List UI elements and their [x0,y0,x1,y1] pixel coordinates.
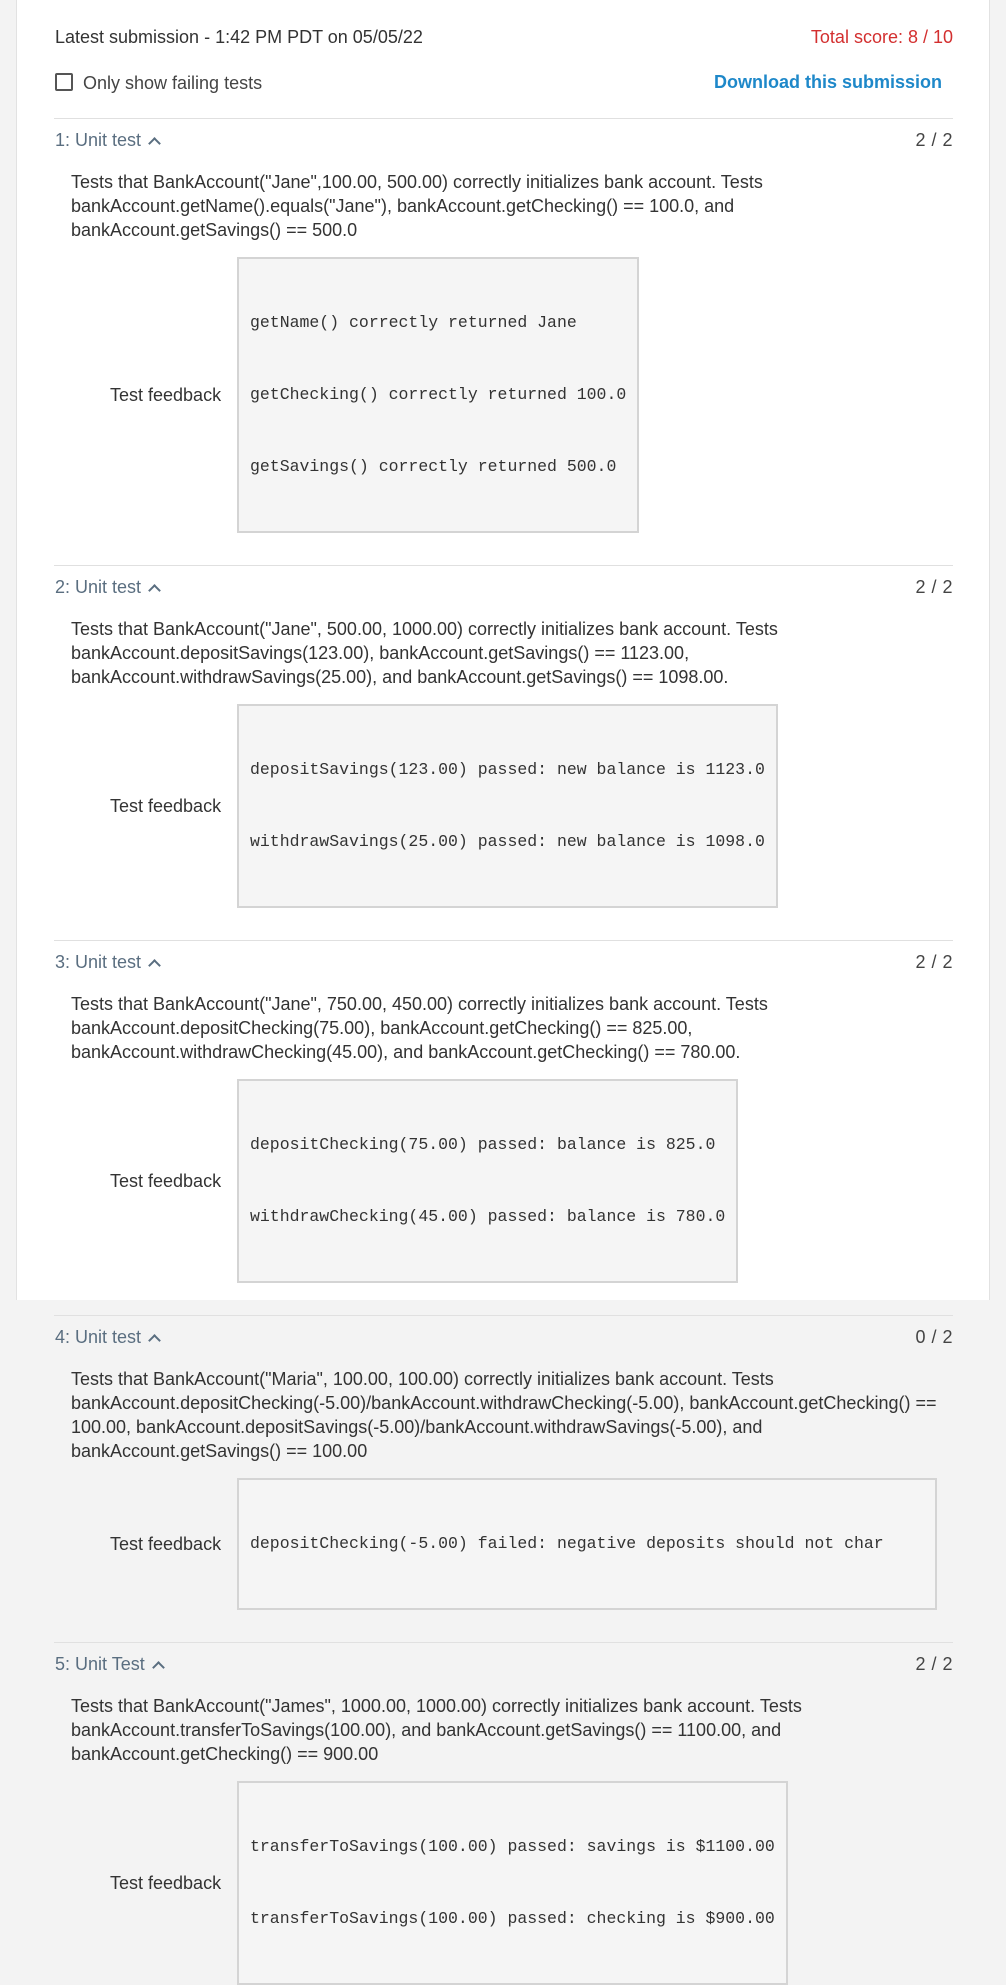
feedback-line: getChecking() correctly returned 100.0 [250,385,627,404]
test-title: 4: Unit test [55,1327,142,1347]
test-feedback-label: Test feedback [110,384,222,405]
test-header [54,119,953,163]
feedback-line: withdrawSavings(25.00) passed: new balance is 1098.0 [250,832,765,851]
test-feedback-output [237,1781,788,1985]
test-feedback-output [237,704,778,908]
test-description: Tests that BankAccount("James", 1000.00, 1000.00) correctly initializes bank account. Tests bankAccount.transferToSavings(100.00), and bankAccount.getSavings() == 1100.00, and bankAccount.getChecking() == 900.00 [71,1696,802,1764]
test-title-toggle[interactable] [55,577,159,598]
submission-card [16,0,990,1928]
test-feedback-row [54,1478,953,1610]
test-title: 3: Unit test [55,952,142,972]
test-description: Tests that BankAccount("Jane",100.00, 500.00) correctly initializes bank account. Tests bankAccount.getName().equals("Jane"), bankAccount.getChecking() == 100.0, and bankAccount.getSavings() == 500.0 [71,172,763,240]
test-feedback-output[interactable] [237,1478,937,1610]
test-feedback-output [237,257,639,533]
test-title: 1: Unit test [55,130,142,150]
test-result [54,565,953,940]
chevron-up-icon [148,584,161,597]
total-score: Total score: 8 / 10 [810,27,953,47]
test-feedback-row [54,1781,953,1985]
test-score: 2 / 2 [915,1654,953,1674]
chevron-up-icon [148,137,161,150]
feedback-line: transferToSavings(100.00) passed: checking is $900.00 [250,1909,775,1928]
feedback-line: depositSavings(123.00) passed: new balance is 1123.0 [250,760,765,779]
test-feedback-label: Test feedback [110,1533,222,1554]
test-feedback-row [54,1079,953,1283]
feedback-line: withdrawChecking(45.00) passed: balance is 780.0 [250,1207,726,1226]
filter-row [54,72,953,118]
download-submission-link[interactable]: Download this submission [713,72,942,92]
test-feedback-row [54,704,953,908]
test-title-toggle[interactable] [55,130,159,151]
test-feedback-label: Test feedback [110,1872,222,1893]
test-header [54,1643,953,1687]
feedback-line: depositChecking(-5.00) failed: negative deposits should not char [250,1534,884,1553]
test-description: Tests that BankAccount("Jane", 750.00, 450.00) correctly initializes bank account. Tests bankAccount.depositChecking(75.00), bankAccount.getChecking() == 825.00, bankAccount.withdrawChecking(45.00), and bankAccount.getChecking() == 780.00. [71,994,768,1062]
test-description: Tests that BankAccount("Jane", 500.00, 1000.00) correctly initializes bank account. Tests bankAccount.depositSavings(123.00), bankAccount.getSavings() == 1123.00, bankAccount.withdrawSavings(25.00), and bankAccount.getSavings() == 1098.00. [71,619,778,687]
test-header [54,1316,953,1360]
test-score: 2 / 2 [915,952,953,972]
test-result [54,1315,953,1642]
submission-header [54,0,953,76]
test-title-toggle[interactable] [55,1327,159,1348]
test-feedback-label: Test feedback [110,1170,222,1191]
test-feedback-output [237,1079,738,1283]
test-score: 2 / 2 [915,577,953,597]
test-score: 0 / 2 [915,1327,953,1347]
test-title-toggle[interactable] [55,952,159,973]
test-result [54,1642,953,1985]
test-title: 5: Unit Test [55,1654,145,1674]
test-feedback-label: Test feedback [110,795,222,816]
chevron-up-icon [152,1661,165,1674]
test-feedback-row [54,257,953,533]
chevron-up-icon [148,1334,161,1347]
submission-content [54,0,953,1985]
feedback-line: getName() correctly returned Jane [250,313,577,332]
test-result [54,940,953,1315]
only-failing-checkbox[interactable] [55,73,73,91]
test-header [54,566,953,610]
chevron-up-icon [148,959,161,972]
feedback-line: transferToSavings(100.00) passed: savings is $1100.00 [250,1837,775,1856]
latest-submission-text: Latest submission - 1:42 PM PDT on 05/05/22 [55,27,423,47]
test-description: Tests that BankAccount("Maria", 100.00, 100.00) correctly initializes bank account. Tests bankAccount.depositChecking(-5.00)/bankAccount.withdrawChecking(-5.00), bankAccount.getChecking() == 100.00, bankAccount.depositSavings(-5.00)/bankAccount.withdrawSavings(-5.00), and bankAccount.getSavings() == 100.00 [71,1369,937,1461]
test-score: 2 / 2 [915,130,953,150]
feedback-line: depositChecking(75.00) passed: balance is 825.0 [250,1135,716,1154]
test-header [54,941,953,985]
test-title: 2: Unit test [55,577,142,597]
test-result [54,118,953,565]
only-failing-label[interactable]: Only show failing tests [83,73,263,93]
feedback-line: getSavings() correctly returned 500.0 [250,457,617,476]
test-title-toggle[interactable] [55,1654,163,1675]
